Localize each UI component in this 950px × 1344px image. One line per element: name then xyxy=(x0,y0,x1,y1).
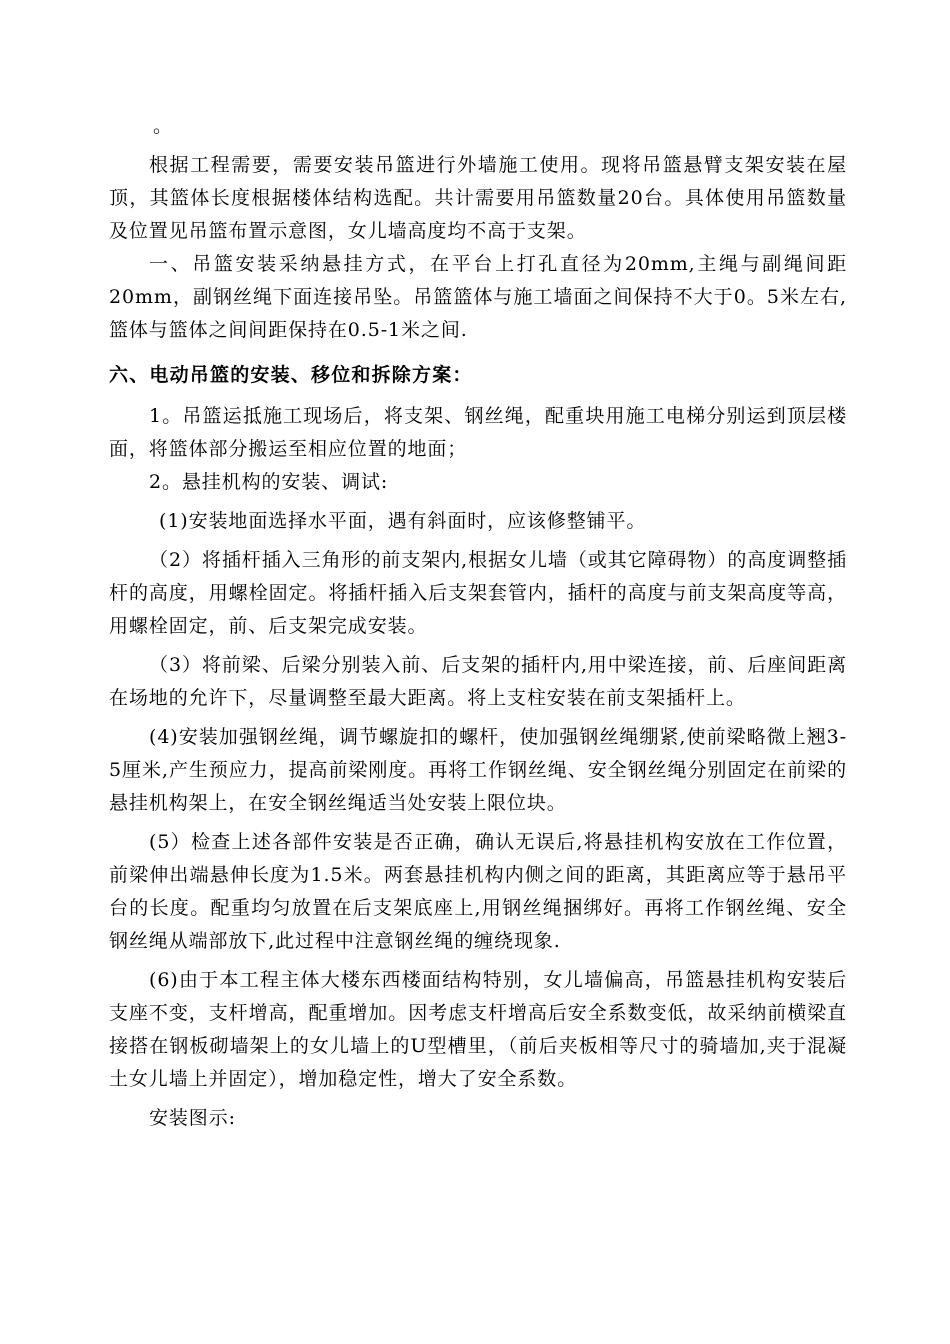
paragraph-installation-method: 一、吊篮安装采纳悬挂方式，在平台上打孔直径为20mm,主绳与副绳间距20mm，副钢丝绳下面连接吊坠。吊篮篮体与施工墙面之间保持不大于0。5米左右,篮体与篮体之间间距保持在0.5-1米之间. xyxy=(109,253,847,341)
paragraph-step-1: 1。吊篮运抵施工现场后，将支架、钢丝绳，配重块用施工电梯分别运到顶层楼面，将篮体部分搬运至相应位置的地面； xyxy=(109,405,847,460)
paragraph-intro: 根据工程需要，需要安装吊篮进行外墙施工使用。现将吊篮悬臂支架安装在屋顶，其篮体长度根据楼体结构选配。共计需要用吊篮数量20台。具体使用吊篮数量及位置见吊篮布置示意图，女儿墙高度均不高于支架。 xyxy=(109,154,847,242)
paragraph-substep-1: (1)安装地面选择水平面，遇有斜面时，应该修整铺平。 xyxy=(159,510,647,532)
paragraph-step-2: 2。悬挂机构的安装、调试: xyxy=(149,471,389,493)
paragraph-substep-5: (5）检查上述各部件安装是否正确，确认无误后,将悬挂机构安放在工作位置，前梁伸出端悬伸长度为1.5米。两套悬挂机构内侧之间的距离，其距离应等于悬吊平台的长度。配重均匀放置在后支架底座上,用钢丝绳捆绑好。再将工作钢丝绳、安全钢丝绳从端部放下,此过程中注意钢丝绳的缠绕现象. xyxy=(109,831,847,952)
paragraph-substep-2: （2）将插杆插入三角形的前支架内,根据女儿墙（或其它障碍物）的高度调整插杆的高度，用螺栓固定。将插杆插入后支架套管内，插杆的高度与前支架高度等高，用螺栓固定，前、后支架完成安装。 xyxy=(109,549,847,637)
paragraph-substep-3: （3）将前梁、后梁分别装入前、后支架的插杆内,用中梁连接，前、后座间距离在场地的允许下，尽量调整至最大距离。将上支柱安装在前支架插杆上。 xyxy=(109,654,847,709)
section-heading: 六、电动吊篮的安装、移位和拆除方案： xyxy=(109,364,473,386)
stray-mark: 。 xyxy=(153,115,173,137)
document-body xyxy=(109,110,847,1135)
paragraph-figure-caption: 安装图示: xyxy=(149,1107,236,1129)
paragraph-substep-4: (4)安装加强钢丝绳，调节螺旋扣的螺杆，使加强钢丝绳绷紧,使前梁略微上翘3-5厘米,产生预应力，提高前梁刚度。再将工作钢丝绳、安全钢丝绳分别固定在前梁的悬挂机构架上，在安全钢丝绳适当处安装上限位块。 xyxy=(109,726,847,814)
paragraph-substep-6: (6)由于本工程主体大楼东西楼面结构特别，女儿墙偏高，吊篮悬挂机构安装后支座不变，支杆增高，配重增加。因考虑支杆增高后安全系数变低，故采纳前横梁直接搭在钢板砌墙架上的女儿墙上的U型槽里，（前后夹板相等尺寸的骑墙加,夹于混凝土女儿墙上并固定），增加稳定性，增大了安全系数。 xyxy=(109,969,847,1090)
